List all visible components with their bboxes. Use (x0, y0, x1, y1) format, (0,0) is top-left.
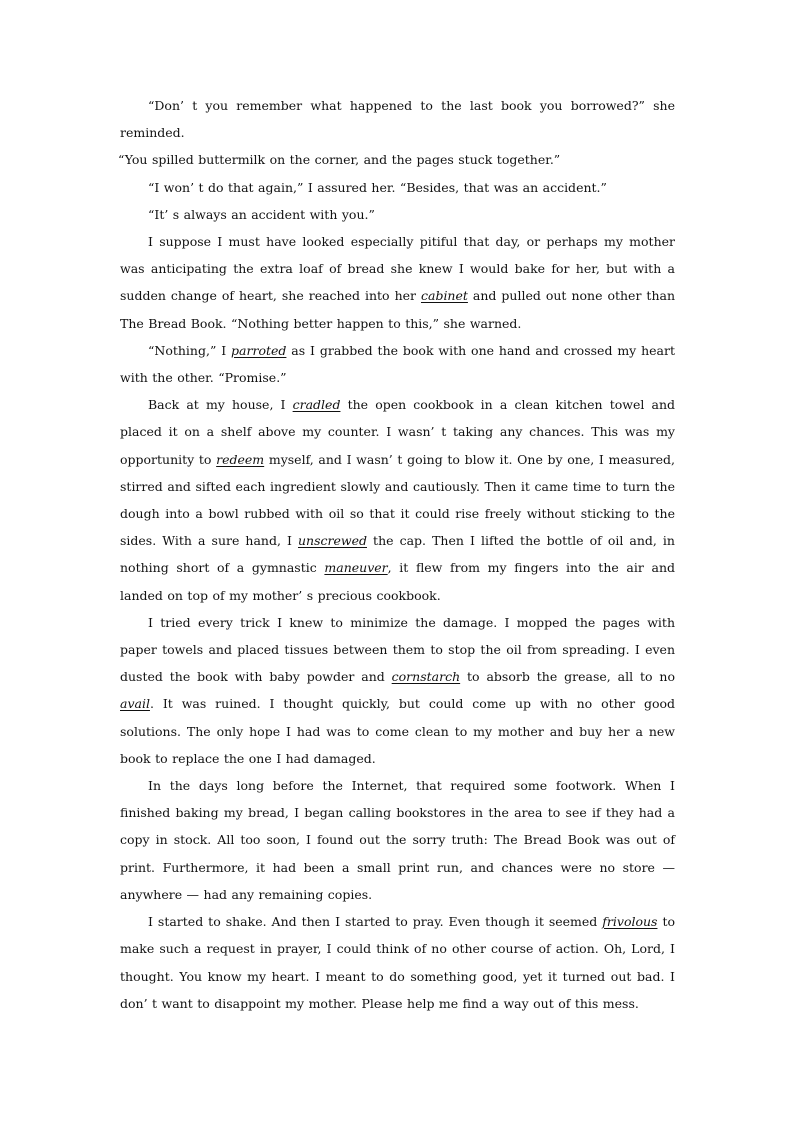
text-segment: as I grabbed the book with one hand and crossed my heart with the other. “Promise.” (120, 342, 676, 386)
paragraph-p5 (120, 228, 675, 337)
paragraph-p4 (120, 201, 675, 228)
text-segment: I started to shake. And then I started to pray. Even though it seemed (148, 914, 603, 930)
text-segment: In the days long before the Internet, that required some footwork. When I finished baking my bread, I began calling bookstores in the area to see if they had a copy in stock. All too soon, I found out the sorry truth: The Bread Book was out of print. Furthermore, it had been a small print run, and chances were no store — anywhere — had any remaining copies. (120, 778, 675, 902)
paragraph-p1 (120, 92, 675, 146)
vocab-word: avail (120, 696, 150, 712)
paragraph-p6 (120, 337, 675, 391)
vocab-word: unscrewed (298, 533, 367, 549)
paragraph-p3 (120, 174, 675, 201)
vocab-word: maneuver (324, 560, 388, 576)
paragraph-p7 (120, 391, 675, 609)
text-segment: , it flew from my fingers into the air and landed on top of my mother’ s precious cookbook. (120, 560, 675, 603)
text-segment: the open cookbook in a clean kitchen towel and placed it on a shelf above my counter. I wasn’ t taking any chances. This was my opportunity to (120, 397, 675, 467)
vocab-word: cornstarch (391, 669, 461, 685)
paragraph-p2 (118, 146, 675, 173)
story-text (120, 92, 675, 1017)
text-segment: Back at my house, I (148, 397, 293, 413)
text-segment: myself, and I wasn’ t going to blow it. One by one, I measured, stirred and sifted each ingredient slowly and cautiously. Then it came time to turn the dough into a bowl rubbed with oil so that it could rise freely without sticking to the sides. With a sure hand, I (120, 451, 676, 549)
text-segment: the cap. Then I lifted the bottle of oil and, in nothing short of a gymnastic (120, 533, 675, 576)
text-segment: to absorb the grease, all to no (460, 669, 675, 685)
paragraph-p8 (120, 609, 675, 772)
text-segment: “I won’ t do that again,” I assured her. “Besides, that was an accident.” (148, 179, 607, 195)
vocab-word: cabinet (420, 288, 468, 304)
vocab-word: cradled (292, 397, 341, 413)
vocab-word: parroted (231, 342, 287, 358)
text-segment: and pulled out none other than The Bread Book. “Nothing better happen to this,” she warned. (120, 288, 675, 331)
vocab-word: redeem (216, 451, 265, 467)
text-segment: to make such a request in prayer, I could think of no other course of action. Oh, Lord, I thought. You know my heart. I meant to do something good, yet it turned out bad. I don’ t want to disappoint my mother. Please help me find a way out of this mess. (120, 914, 675, 1011)
text-segment: I tried every trick I knew to minimize the damage. I mopped the pages with paper towels and placed tissues between them to stop the oil from spreading. I even dusted the book with baby powder and (120, 614, 675, 685)
vocab-word: frivolous (602, 914, 658, 930)
text-segment: “Don’ t you remember what happened to the last book you borrowed?” she reminded. (120, 98, 675, 141)
text-segment: “It’ s always an accident with you.” (148, 206, 375, 222)
text-segment: I suppose I must have looked especially pitiful that day, or perhaps my mother was anticipating the extra loaf of bread she knew I would bake for her, but with a sudden change of heart, she reached into her (120, 234, 675, 304)
paragraph-p9 (120, 772, 675, 908)
text-segment: “Nothing,” I (148, 342, 232, 358)
paragraph-p10 (120, 908, 675, 1017)
text-segment: “You spilled buttermilk on the corner, and the pages stuck together.” (118, 152, 561, 168)
text-segment: . It was ruined. I thought quickly, but could come up with no other good solutions. The only hope I had was to come clean to my mother and buy her a new book to replace the one I had damaged. (120, 696, 675, 766)
